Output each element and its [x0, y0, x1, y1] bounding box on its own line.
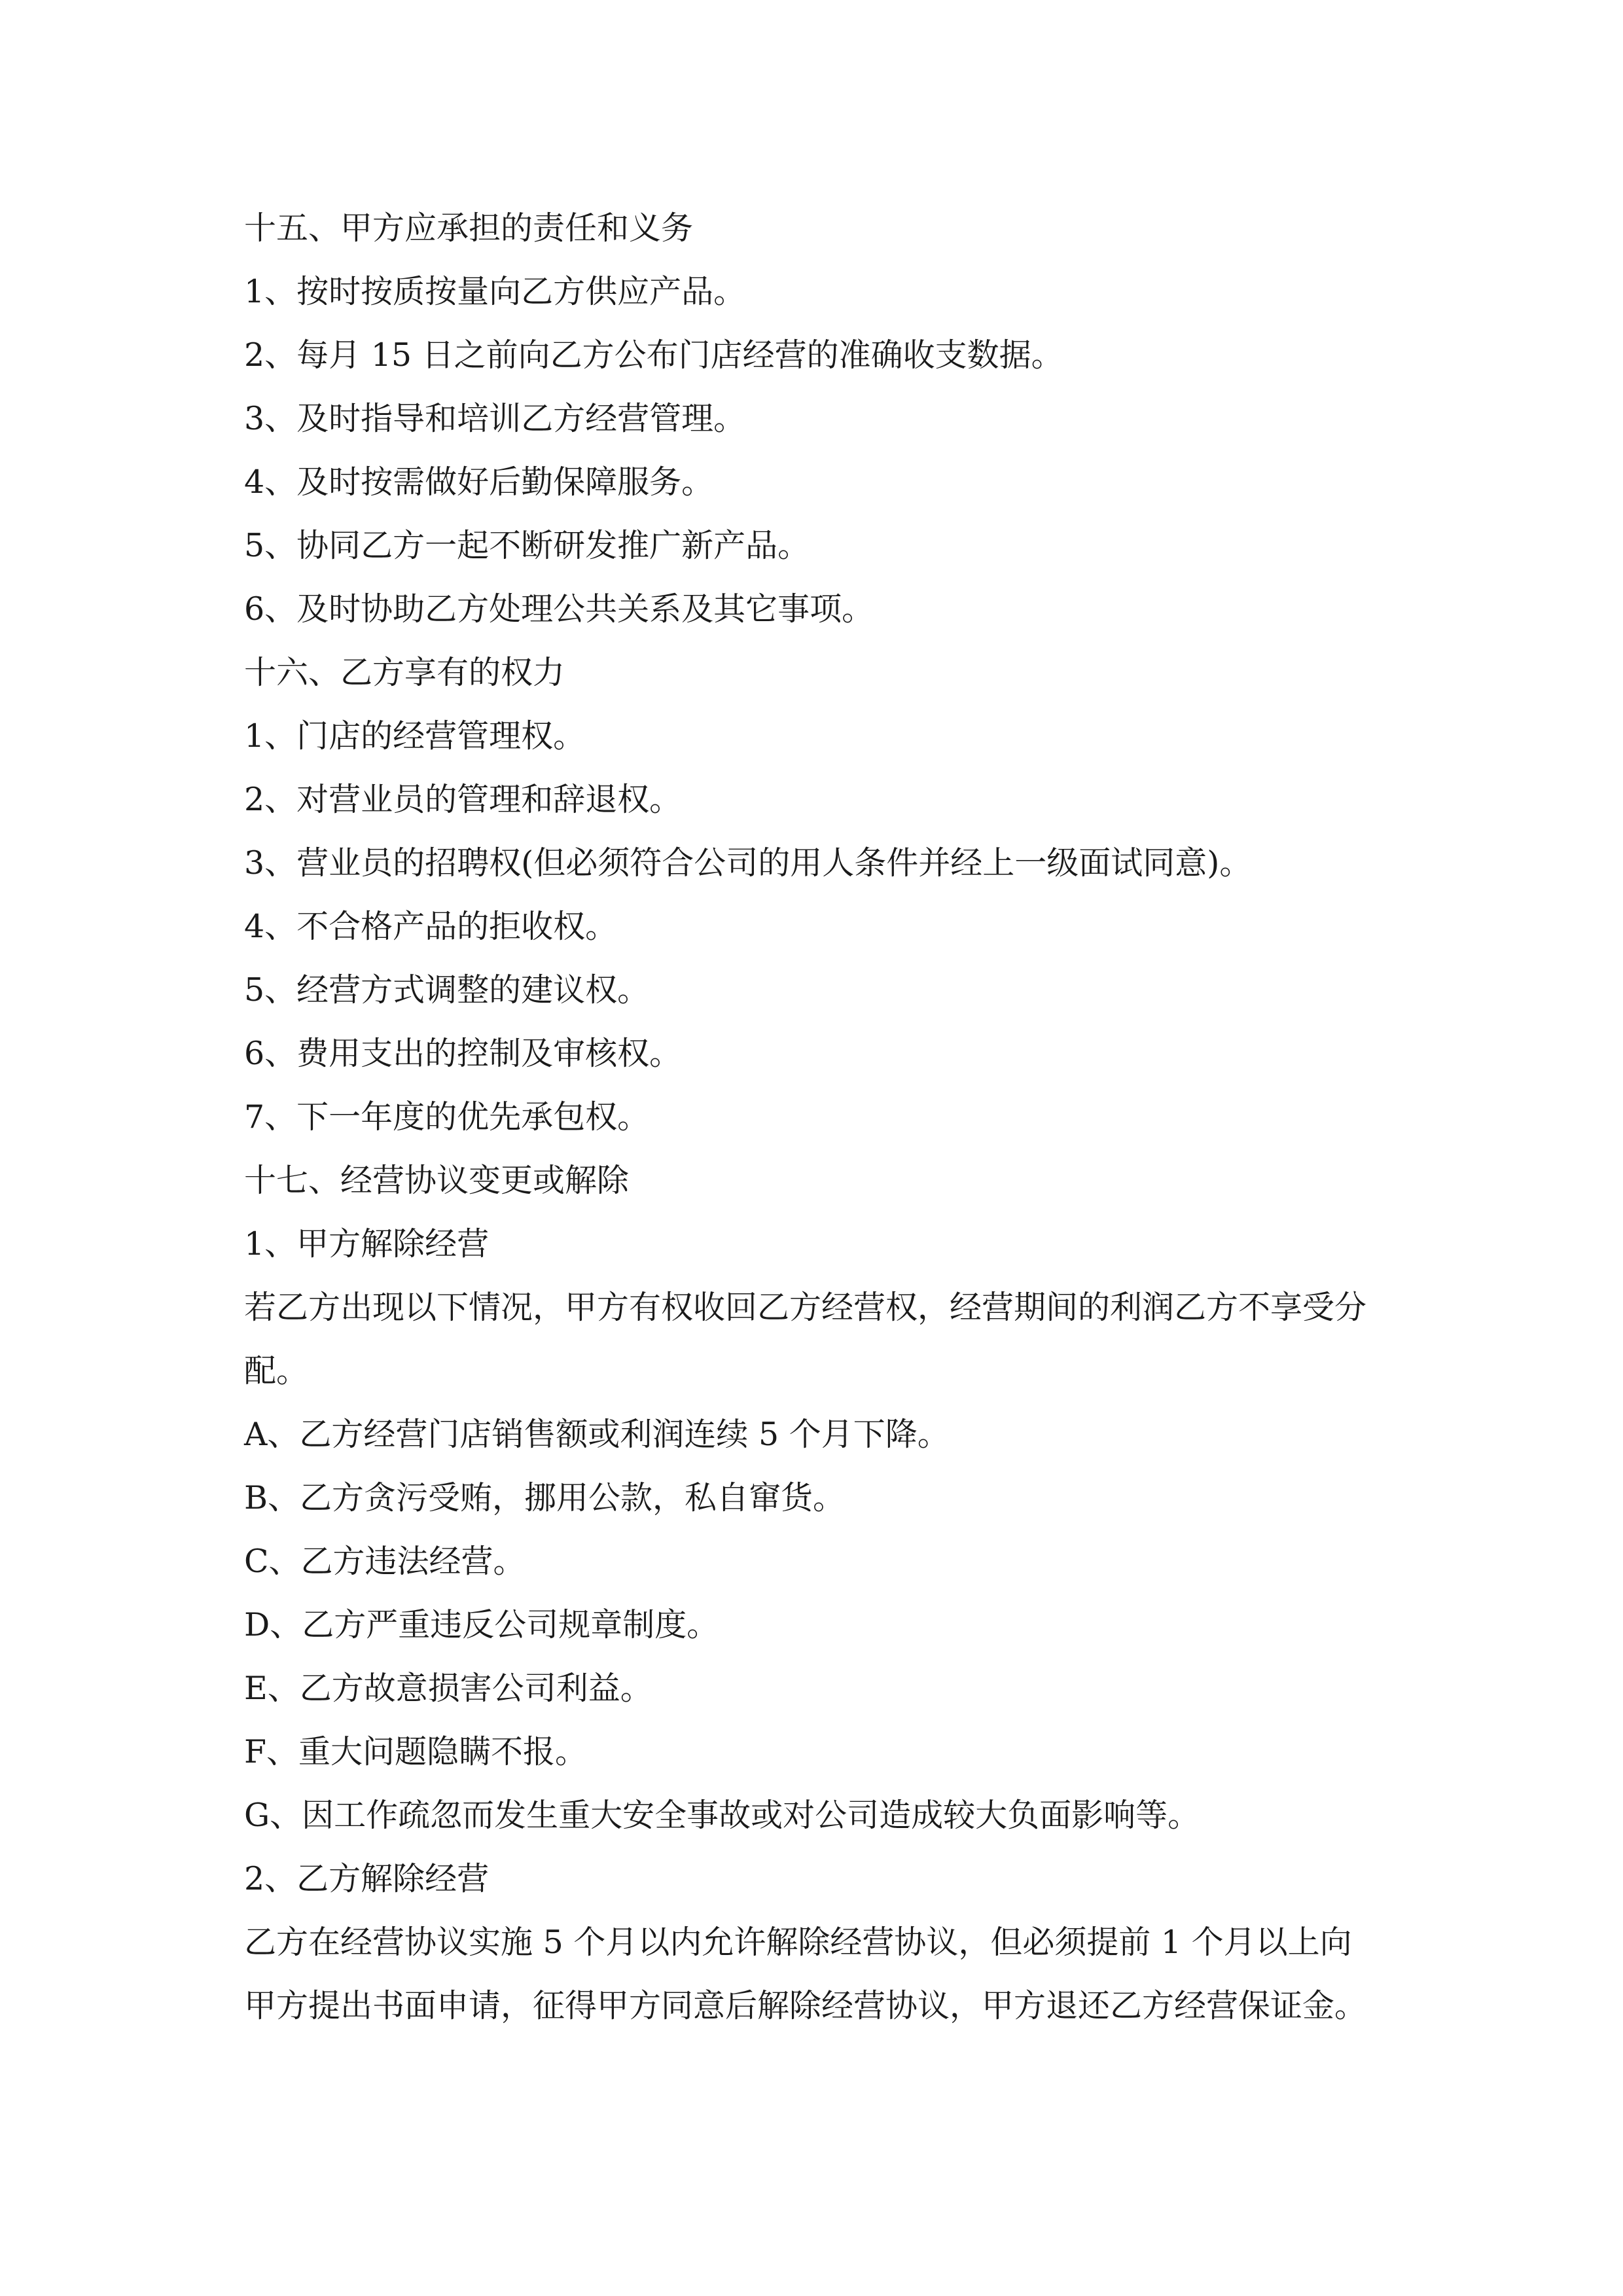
- list-item: 1、按时按质按量向乙方供应产品。: [244, 273, 746, 310]
- document-body: [244, 196, 1383, 2037]
- list-item: 5、协同乙方一起不断研发推广新产品。: [244, 527, 810, 564]
- subsection-heading: 2、乙方解除经营: [244, 1860, 490, 1897]
- list-item: 1、门店的经营管理权。: [244, 717, 586, 755]
- list-item: 3、及时指导和培训乙方经营管理。: [244, 400, 746, 437]
- list-item: F、重大问题隐瞒不报。: [244, 1733, 587, 1770]
- subsection-heading: 1、甲方解除经营: [244, 1225, 490, 1263]
- paragraph: 若乙方出现以下情况，甲方有权收回乙方经营权，经营期间的利润乙方不享受分配。: [244, 1289, 1367, 1390]
- section-heading-15: 十五、甲方应承担的责任和义务: [244, 209, 694, 247]
- list-item: 2、每月 15 日之前向乙方公布门店经营的准确收支数据。: [244, 336, 1063, 374]
- list-item: D、乙方严重违反公司规章制度。: [244, 1606, 719, 1643]
- list-item: 6、及时协助乙方处理公共关系及其它事项。: [244, 590, 874, 628]
- list-item: B、乙方贪污受贿，挪用公款，私自窜货。: [244, 1479, 846, 1516]
- list-item: 4、及时按需做好后勤保障服务。: [244, 463, 714, 501]
- list-item: E、乙方故意损害公司利益。: [244, 1670, 652, 1707]
- section-heading-17: 十七、经营协议变更或解除: [244, 1162, 630, 1199]
- list-item: 2、对营业员的管理和辞退权。: [244, 781, 682, 818]
- list-item: A、乙方经营门店销售额或利润连续 5 个月下降。: [244, 1416, 950, 1453]
- list-item: 5、经营方式调整的建议权。: [244, 971, 650, 1009]
- list-item: 3、营业员的招聘权(但必须符合公司的用人条件并经上一级面试同意)。: [244, 844, 1252, 882]
- list-item: 6、费用支出的控制及审核权。: [244, 1035, 682, 1072]
- list-item: C、乙方违法经营。: [244, 1543, 526, 1580]
- list-item: 7、下一年度的优先承包权。: [244, 1098, 650, 1136]
- list-item: 4、不合格产品的拒收权。: [244, 908, 618, 945]
- paragraph: 乙方在经营协议实施 5 个月以内允许解除经营协议，但必须提前 1 个月以上向甲方提出书面申请，征得甲方同意后解除经营协议，甲方退还乙方经营保证金。: [244, 1924, 1367, 2024]
- list-item: G、因工作疏忽而发生重大安全事故或对公司造成较大负面影响等。: [244, 1797, 1200, 1834]
- section-heading-16: 十六、乙方享有的权力: [244, 654, 565, 691]
